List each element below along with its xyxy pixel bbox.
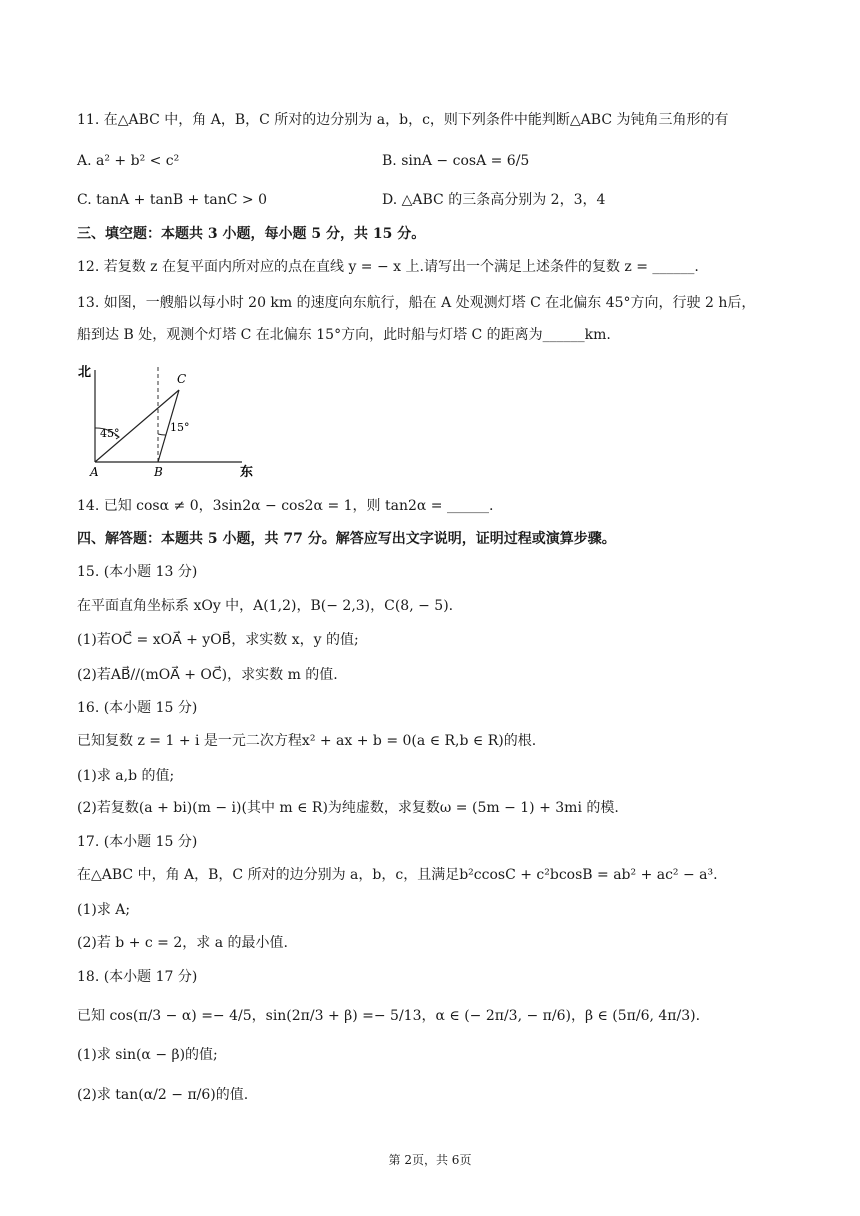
q18-stem: 已知 cos(π/3 − α) =− 4/5，sin(2π/3 + β) =− 5/13，α ∈ (− 2π/3, − π/6)，β ∈ (5π/6, 4π/3). <box>77 1008 701 1024</box>
point-a-label: A <box>90 465 99 479</box>
segment-ac <box>95 390 179 462</box>
q11-stem: 11. 在△ABC 中，角 A，B，C 所对的边分别为 a，b，c，则下列条件中能判断△ABC 为钝角三角形的有 <box>77 112 729 128</box>
q18-part-2: (2)求 tan(α/2 − π/6)的值. <box>77 1087 249 1103</box>
angle-45-label: 45° <box>100 427 120 440</box>
q11-option-a: A. a² + b² < c² <box>77 153 180 169</box>
angle-15-label: 15° <box>170 421 190 434</box>
q15-part-2: (2)若AB⃗//(mOA⃗ + OC⃗)，求实数 m 的值. <box>77 667 338 683</box>
q18-header: 18. (本小题 17 分) <box>77 969 198 985</box>
q17-header: 17. (本小题 15 分) <box>77 834 198 850</box>
q17-part-1: (1)求 A; <box>77 902 131 918</box>
q16-part-2: (2)若复数(a + bi)(m − i)(其中 m ∈ R)为纯虚数，求复数ω = (5m − 1) + 3mi 的模. <box>77 800 619 816</box>
page-footer: 第 2页，共 6页 <box>388 1153 472 1167</box>
compass-figure <box>74 360 264 480</box>
point-b-label: B <box>154 465 163 479</box>
q14-text: 14. 已知 cosα ≠ 0，3sin2α − cos2α = 1，则 tan2α = ______. <box>77 498 494 514</box>
q15-header: 15. (本小题 13 分) <box>77 564 198 580</box>
q11-option-c: C. tanA + tanB + tanC > 0 <box>77 192 267 208</box>
north-label: 北 <box>78 365 92 380</box>
q17-stem: 在△ABC 中，角 A，B，C 所对的边分别为 a，b，c，且满足b²ccosC + c²bcosB = ab² + ac² − a³. <box>77 867 718 883</box>
q13-line-2: 船到达 B 处，观测个灯塔 C 在北偏东 15°方向，此时船与灯塔 C 的距离为______km. <box>77 327 611 343</box>
point-c-label: C <box>177 372 187 386</box>
q16-part-1: (1)求 a,b 的值; <box>77 768 175 784</box>
q16-header: 16. (本小题 15 分) <box>77 700 198 716</box>
east-label: 东 <box>240 465 254 480</box>
q15-stem: 在平面直角坐标系 xOy 中，A(1,2)，B(− 2,3)，C(8, − 5). <box>77 598 454 614</box>
q13-line-1: 13. 如图，一艘船以每小时 20 km 的速度向东航行，船在 A 处观测灯塔 C 在北偏东 45°方向，行驶 2 h后， <box>77 295 756 311</box>
section-4-heading: 四、解答题：本题共 5 小题，共 77 分。解答应写出文字说明，证明过程或演算步骤。 <box>77 531 616 547</box>
q17-part-2: (2)若 b + c = 2，求 a 的最小值. <box>77 935 288 951</box>
q16-stem: 已知复数 z = 1 + i 是一元二次方程x² + ax + b = 0(a ∈ R,b ∈ R)的根. <box>77 733 537 749</box>
q15-part-1: (1)若OC⃗ = xOA⃗ + yOB⃗，求实数 x，y 的值; <box>77 632 359 648</box>
section-3-heading: 三、填空题：本题共 3 小题，每小题 5 分，共 15 分。 <box>77 226 426 242</box>
q18-part-1: (1)求 sin(α − β)的值; <box>77 1047 218 1063</box>
angle-arc-15 <box>158 434 166 435</box>
q11-option-b: B. sinA − cosA = 6/5 <box>382 153 530 169</box>
q12-text: 12. 若复数 z 在复平面内所对应的点在直线 y = − x 上.请写出一个满足上述条件的复数 z = ______. <box>77 259 699 275</box>
q11-option-d: D. △ABC 的三条高分别为 2，3，4 <box>382 192 606 208</box>
